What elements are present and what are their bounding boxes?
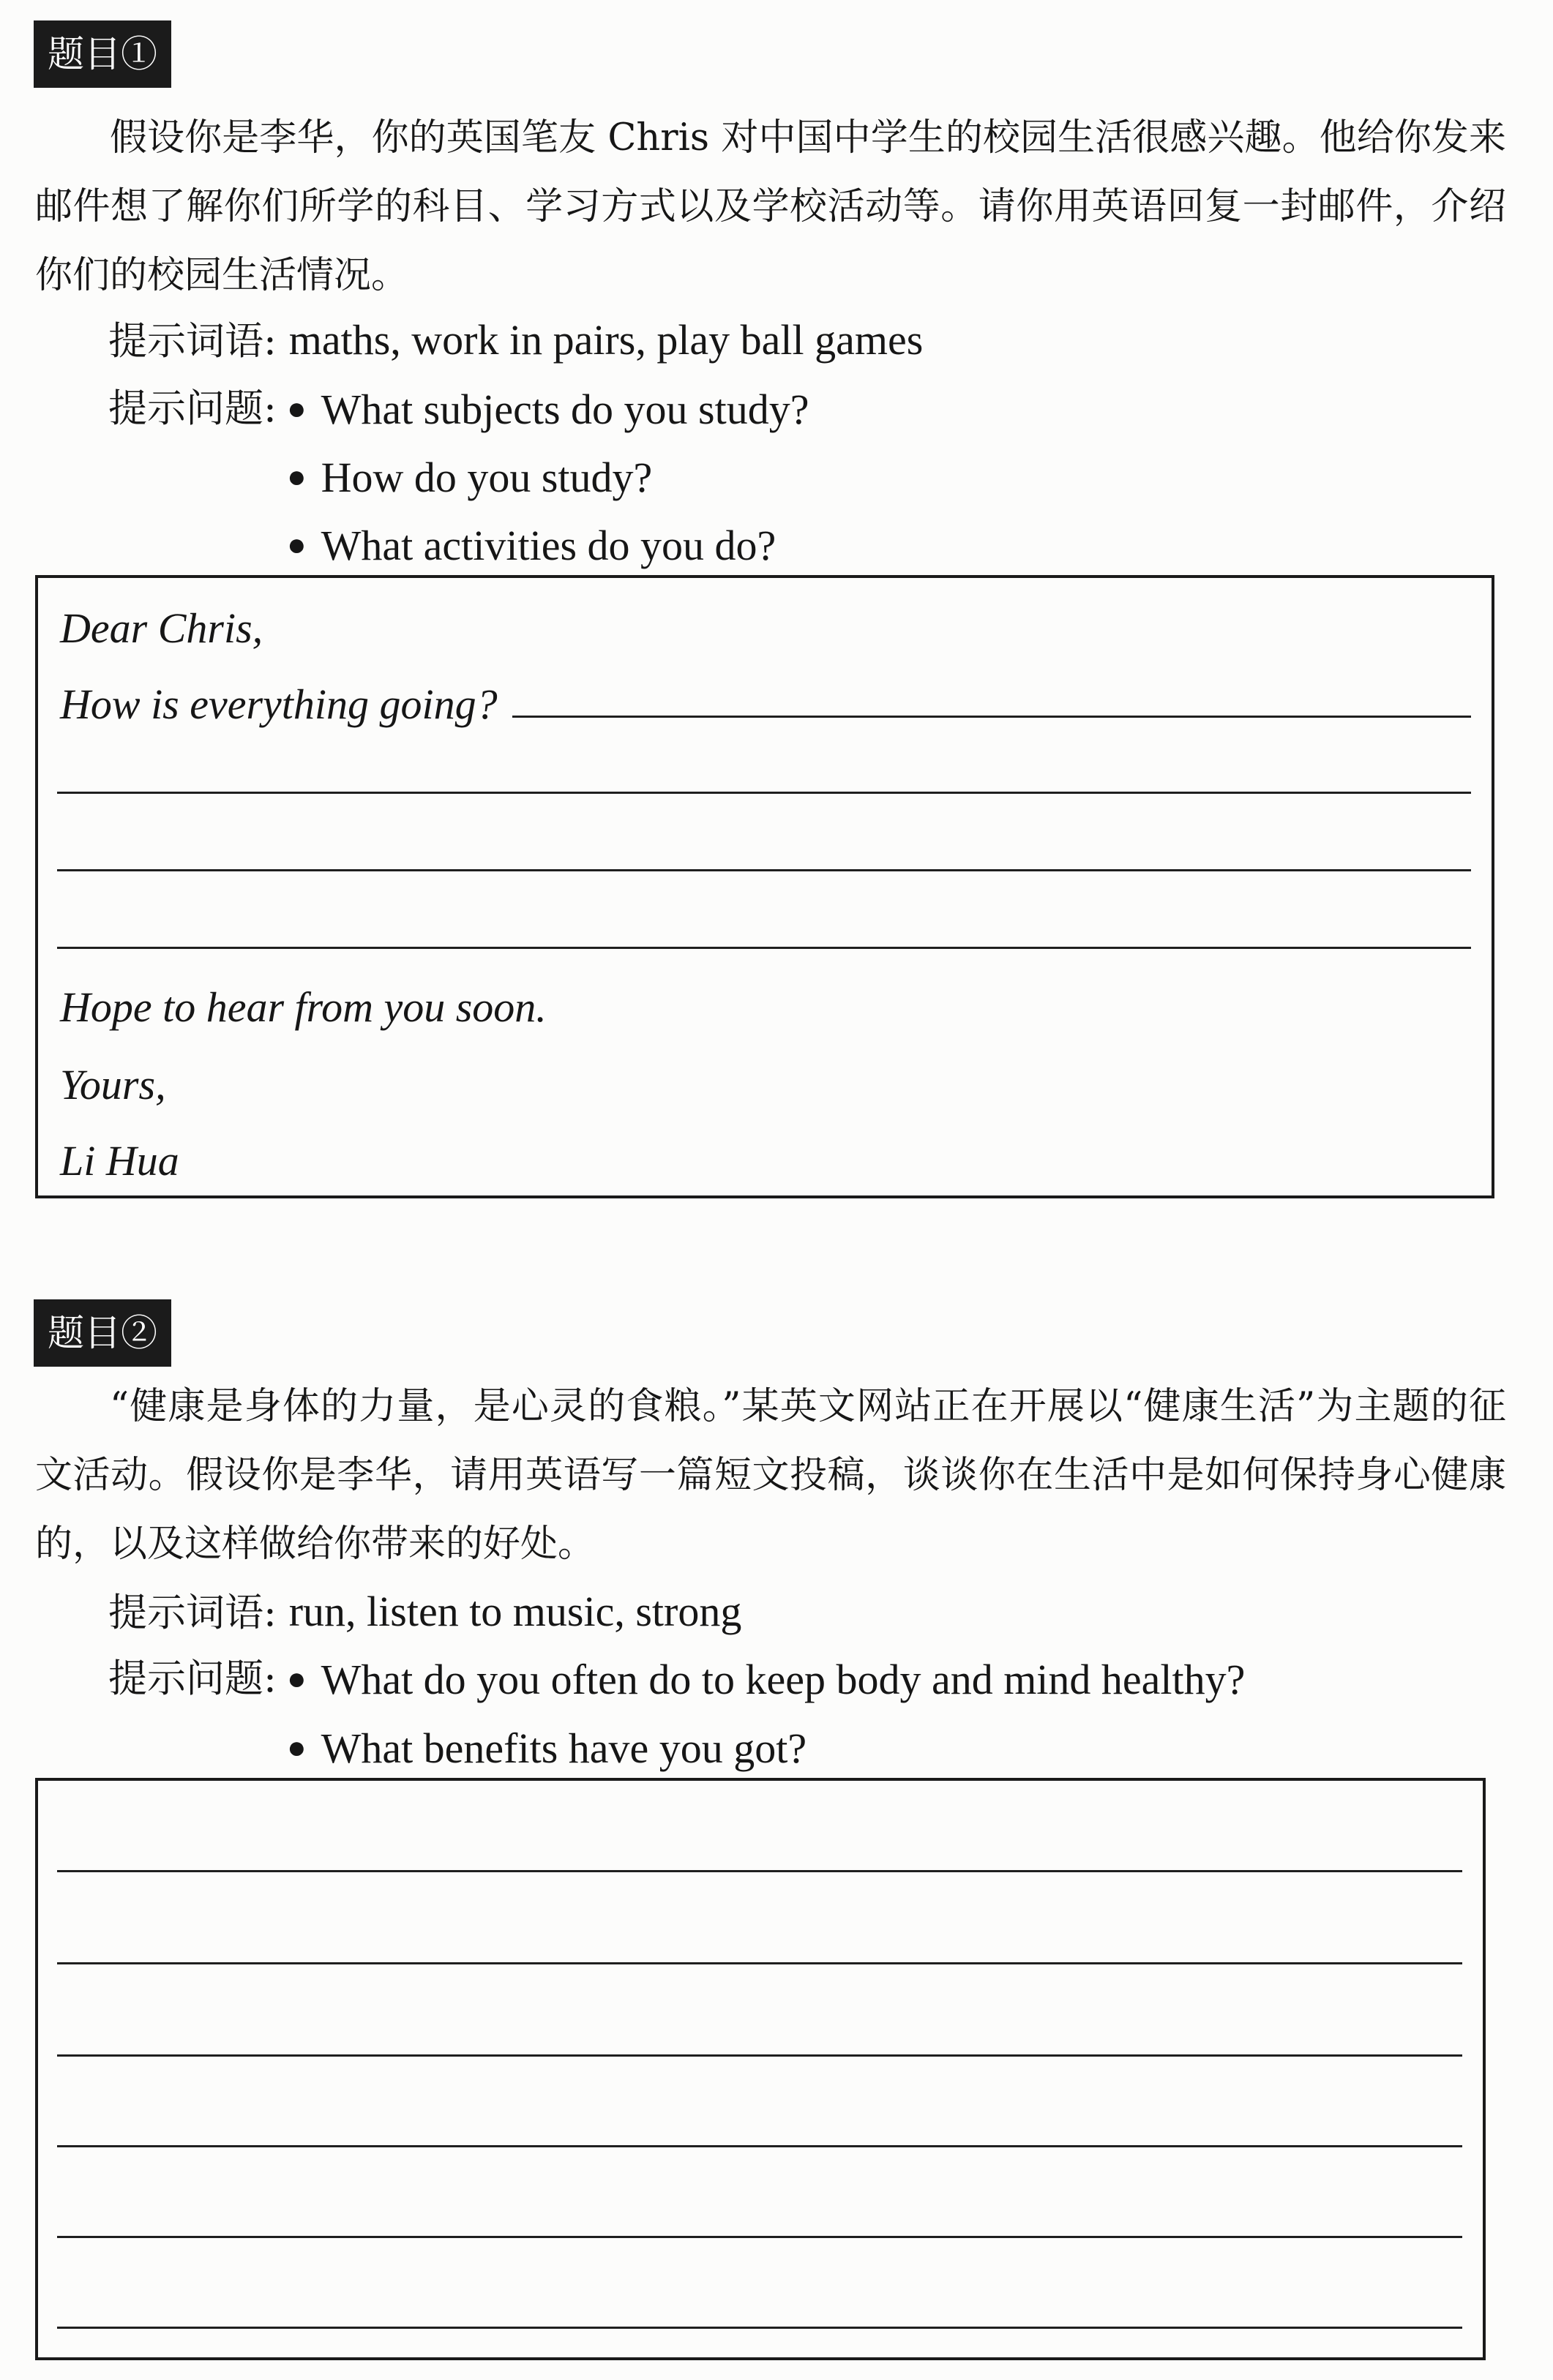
topic2-hint-words (108, 1588, 741, 1637)
hint-words-text: run, listen to music, strong (288, 1588, 742, 1635)
bullet-icon: ● (287, 1730, 307, 1765)
writing-line[interactable] (57, 2236, 1462, 2238)
hint-words-text: maths, work in pairs, play ball games (288, 316, 924, 364)
letter-opening: How is everything going? (60, 680, 498, 728)
writing-line[interactable] (57, 947, 1471, 949)
bullet-icon: ● (287, 1661, 307, 1697)
hint-questions-label: 提示问题: (108, 386, 277, 431)
hint-words-label: 提示词语: (108, 319, 277, 364)
writing-line[interactable] (57, 1962, 1462, 1964)
topic2-prompt: “健康是身体的力量，是心灵的食粮。”某英文网站正在开展以“健康生活”为主题的征文活动。假设你是李华，请用英语写一篇短文投稿，谈谈你在生活中是如何保持身心健康的，以及这样做给你带来的好处。 (35, 1385, 1506, 1566)
topic1-hint-questions-label (108, 385, 277, 433)
topic2-answer-box[interactable] (35, 1778, 1486, 2360)
hint-question: ● What benefits have you got? (287, 1724, 807, 1772)
letter-signature: Li Hua (60, 1137, 179, 1185)
letter-greeting: Dear Chris, (60, 604, 263, 652)
writing-line[interactable] (57, 1870, 1462, 1872)
writing-line[interactable] (57, 792, 1471, 794)
hint-words-label: 提示词语: (108, 1591, 277, 1635)
hint-question: ● What do you often do to keep body and mind healthy? (287, 1656, 1246, 1703)
letter-closing: Hope to hear from you soon. (60, 983, 547, 1031)
hint-question: ● What activities do you do? (287, 522, 776, 569)
topic1-answer-box[interactable] (35, 575, 1494, 1198)
topic2-tag: 题目② (34, 1299, 171, 1367)
topic2-hint-questions-label (108, 1655, 277, 1703)
hint-question: ● How do you study? (287, 454, 653, 501)
letter-signoff: Yours, (60, 1061, 166, 1108)
writing-line[interactable] (57, 869, 1471, 871)
writing-line[interactable] (57, 2054, 1462, 2057)
bullet-icon: ● (287, 527, 307, 563)
writing-line[interactable] (512, 716, 1471, 718)
bullet-icon: ● (287, 391, 307, 427)
writing-line[interactable] (57, 2327, 1462, 2329)
bullet-icon: ● (287, 459, 307, 495)
hint-questions-label: 提示问题: (108, 1656, 277, 1701)
topic1-prompt: 假设你是李华，你的英国笔友 Chris 对中国中学生的校园生活很感兴趣。他给你发来邮件想了解你们所学的科目、学习方式以及学校活动等。请你用英语回复一封邮件，介绍你们的校园生活情况。 (35, 116, 1506, 297)
hint-question: ● What subjects do you study? (287, 386, 809, 433)
topic1-tag: 题目① (34, 20, 171, 88)
topic1-hint-words (108, 316, 923, 366)
writing-line[interactable] (57, 2145, 1462, 2147)
